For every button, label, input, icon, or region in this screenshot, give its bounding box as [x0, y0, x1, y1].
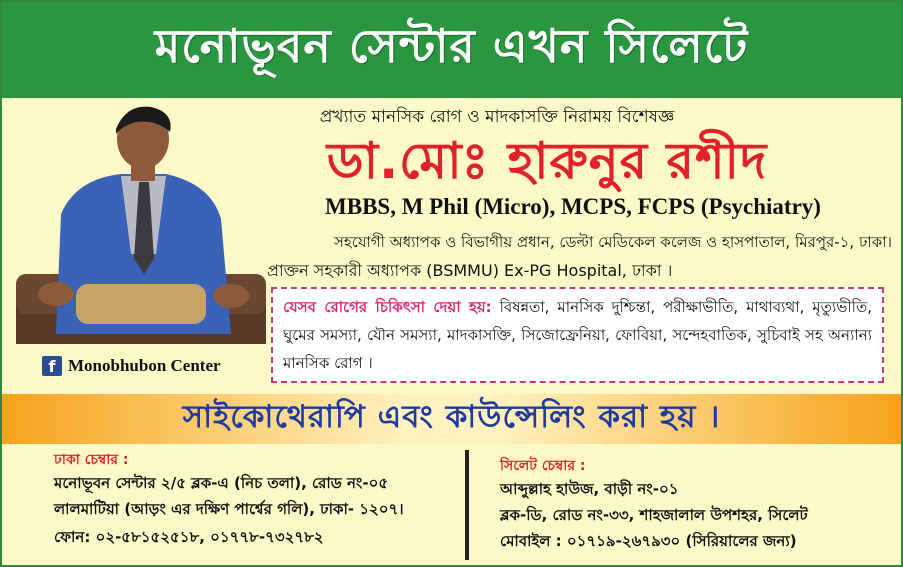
dhaka-chamber-address-1: মনোভূবন সেন্টার ২/৫ ব্লক-এ (নিচ তলা), রোড নং-০৫	[54, 474, 389, 492]
treatments-list: বিষন্নতা, মানসিক দুশ্চিন্তা, পরীক্ষাভীতি, মাথাব্যথা, মৃত্যুভীতি, ঘুমের সমস্যা, যৌন সমস্যা, মাদকাসক্তি, সিজোফ্রেনিয়া, ফোবিয়া, সন্দেহবাতিক, সুচিবাই সহ অন্যান্য মানসিক রোগ ।	[283, 298, 872, 372]
sylhet-chamber-address-1: আব্দুল্লাহ হাউজ, বাড়ী নং-০১	[500, 480, 679, 498]
sylhet-chamber-address-2: ব্লক-ডি, রোড নং-৩৩, শাহজালাল উপশহর, সিলেট	[500, 506, 808, 524]
header-title: মনোভূবন সেন্টার এখন সিলেটে	[154, 19, 749, 73]
sylhet-chamber-phone: মোবাইল : ০১৭১৯-২৬৭৯৩০ (সিরিয়ালের জন্য)	[500, 532, 797, 550]
counselling-text: সাইকোথেরাপি এবং কাউন্সেলিং করা হয় ।	[182, 399, 721, 435]
facebook-page-name: Monobhubon Center	[68, 356, 221, 375]
dhaka-chamber-phone: ফোন: ০২-৫৮১৫২৫১৮, ০১৭৭৮-৭৩২৭৮২	[54, 528, 324, 546]
dhaka-chamber-title: ঢাকা চেম্বার :	[54, 452, 129, 468]
counselling-banner	[2, 394, 901, 444]
doctor-degrees: MBBS, M Phil (Micro), MCPS, FCPS (Psychiatry)	[325, 194, 821, 219]
chamber-divider	[465, 450, 469, 560]
doctor-current-position: সহযোগী অধ্যাপক ও বিভাগীয় প্রধান, ডেল্টা মেডিকেল কলেজ ও হাসপাতাল, মিরপুর-১, ঢাকা।	[334, 233, 892, 251]
treatments-lead: যেসব রোগের চিকিৎসা দেয়া হয়:	[283, 298, 492, 316]
doctor-name: ডা.মোঃ হারুনুর রশীদ	[326, 132, 768, 190]
doctor-former-position: প্রাক্তন সহকারী অধ্যাপক (BSMMU) Ex-PG Hospital, ঢাকা ।	[267, 261, 673, 280]
treatments-box	[271, 287, 884, 383]
dhaka-chamber-address-2: লালমাটিয়া (আড়ং এর দক্ষিণ পার্শ্বের গলি), ঢাকা- ১২০৭।	[54, 500, 404, 518]
sylhet-chamber-title: সিলেট চেম্বার :	[500, 458, 586, 474]
doctor-specialty: প্রখ্যাত মানসিক রোগ ও মাদকাসক্তি নিরাময় বিশেষজ্ঞ	[319, 107, 675, 127]
header-banner	[2, 2, 901, 98]
facebook-page-link[interactable]	[42, 356, 221, 376]
facebook-icon: f	[42, 356, 62, 376]
